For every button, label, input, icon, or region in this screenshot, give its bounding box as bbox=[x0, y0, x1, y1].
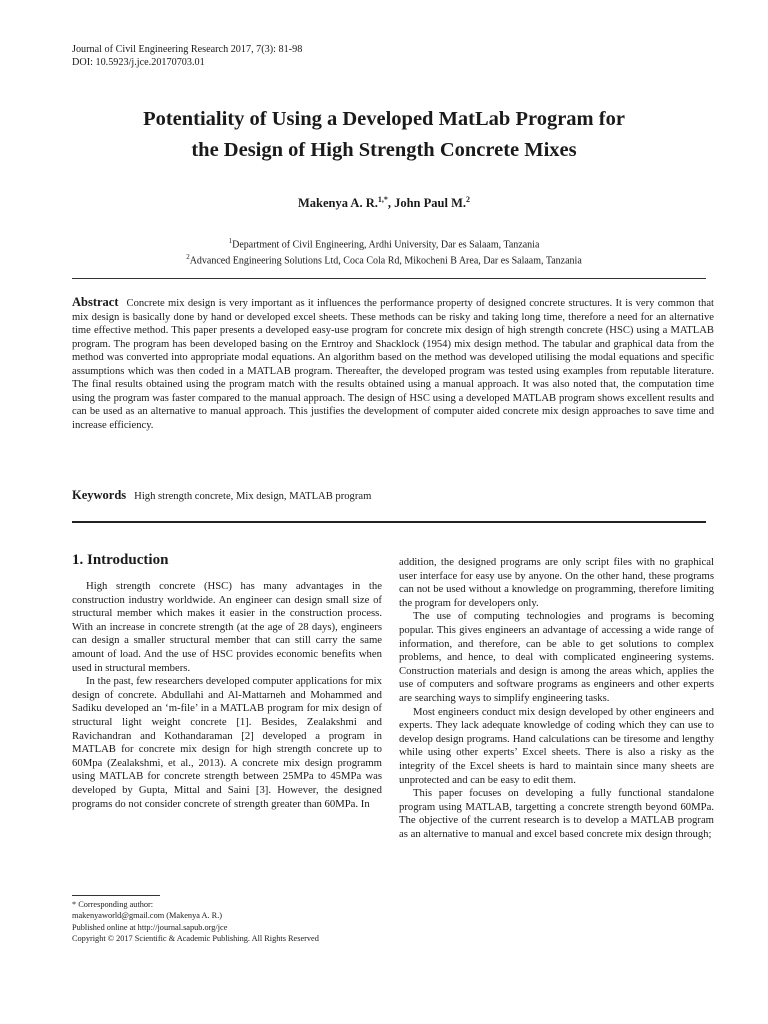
footnote-email[interactable]: makenyaworld@gmail.com (Makenya A. R.) bbox=[72, 911, 223, 921]
journal-citation: Journal of Civil Engineering Research 2017, 7(3): 81-98 bbox=[72, 44, 303, 55]
right-column bbox=[399, 556, 714, 841]
title-line-1: Potentiality of Using a Developed MatLab Program for bbox=[143, 108, 625, 130]
paper-title bbox=[40, 104, 728, 166]
affiliation-2 bbox=[40, 251, 728, 267]
affiliation-1-marker: 1 bbox=[228, 237, 233, 245]
title-line-2: the Design of High Strength Concrete Mixes bbox=[191, 139, 577, 161]
footnote-divider bbox=[72, 895, 160, 896]
paragraph: This paper focuses on developing a fully functional standalone program using MATLAB, targetting a concrete strength beyond 60MPa. The objective of the current research is to develop a MATLAB program as an alternative to manual and excel based concrete mix design through; bbox=[399, 787, 714, 840]
abstract-heading: Abstract bbox=[72, 295, 119, 309]
author-2-affiliation-marker: 2 bbox=[466, 195, 470, 204]
keywords-text: High strength concrete, Mix design, MATLAB program bbox=[134, 491, 372, 502]
paragraph: In the past, few researchers developed computer applications for mix design of concrete. Abdullahi and Al-Mattarneh and Mohammed and Sadiku developed an ‘m-file’ in a MATLAB program for mix design of structural light weight concrete [1]. Besides, Zealakshmi and Ravichandran and Kothandaraman [2] developed a program in MATLAB for concrete mix design for high strength concrete up to 60Mpa (Zealakshmi, et al., 2013). A concrete mix design programm using MATLAB for concrete strength between 25MPa to 45MPa was developed by Gupta, Mittal and Saini [3]. However, the designed programs do not consider concrete of strength greater than 60MPa. In bbox=[72, 675, 382, 810]
author-1-affiliation-marker: 1,* bbox=[377, 195, 388, 204]
abstract bbox=[72, 296, 714, 432]
footnote-corresponding: * Corresponding author: bbox=[72, 900, 154, 909]
author-1: Makenya A. R. bbox=[297, 196, 378, 211]
affiliation-2-text: Advanced Engineering Solutions Ltd, Coca Cola Rd, Mikocheni B Area, Dar es Salaam, Tanzania bbox=[189, 255, 582, 267]
left-column bbox=[72, 580, 382, 811]
author-list bbox=[40, 195, 728, 211]
journal-header bbox=[72, 43, 302, 69]
section-heading-introduction: 1. Introduction bbox=[72, 552, 169, 568]
affiliation-1-text: Department of Civil Engineering, Ardhi University, Dar es Salaam, Tanzania bbox=[232, 239, 540, 251]
abstract-divider bbox=[72, 521, 706, 523]
journal-doi[interactable]: DOI: 10.5923/j.jce.20170703.01 bbox=[72, 57, 205, 68]
footnotes bbox=[72, 899, 392, 944]
author-2: John Paul M. bbox=[394, 196, 466, 211]
footnote-copyright: Copyright © 2017 Scientific & Academic Publishing. All Rights Reserved bbox=[72, 933, 319, 943]
affiliation-2-marker: 2 bbox=[186, 253, 190, 262]
header-divider bbox=[72, 278, 706, 279]
paragraph: High strength concrete (HSC) has many advantages in the construction industry worldwide. An engineer can design small size of structural member which makes it easier in the construction process. With an increase in concrete strength (at the age of 28 days), engineers can design a smaller structural member that can still carry the same amount of load. And the use of HSC provides economic benefits when used in structural members. bbox=[72, 580, 382, 674]
paragraph: The use of computing technologies and programs is becoming popular. This gives engineers an advantage of accessing a wide range of information, and therefore, can be able to get solutions to complex problems, and hence, to deal with complicated engineering systems. Construction materials and design is among the areas which, applies the use of computers and software programs as engineers and other experts are searching ways to simplify engineering tasks. bbox=[399, 610, 714, 704]
paragraph: addition, the designed programs are only script files with no graphical user interface for easy use by anyone. On the other hand, these programs can not be used without a knowledge on programming, therefore limiting the program for developers only. bbox=[399, 556, 714, 609]
keywords bbox=[72, 488, 706, 503]
abstract-text: Concrete mix design is very important as it influences the performance property of designed concrete structures. It is very common that mix design is basically done by hand or developed excel sheets. These methods can be risky and taking long time, therefore a need for an alternative time effective method. This paper presents a developed easy-use program for concrete mix design of high strength concrete (HSC) using a MATLAB program. The program has been developed basing on the Erntroy and Shacklock (1954) mix design method. The tabular and graphical data from the method was converted into appropriate modal equations. An algorithm based on the method was developed utilising the modal equations and specific assumptions which was then coded in a MATLAB program. Thereafter, the developed program was tested using examples from reputable literature. The final results obtained using the program match with the results obtained using a manual approach. It was also noted that, the computation time using the program was faster compared to the manual approach. The design of HSC using a developed MATLAB program shows excellent results and can be used as an alternative to manual approach. This justifies the development of computer aided concrete mix design approaches to save time and increase efficiency. bbox=[72, 298, 714, 431]
keywords-heading: Keywords bbox=[72, 488, 127, 502]
affiliations bbox=[40, 235, 728, 268]
paragraph: Most engineers conduct mix design developed by other engineers and experts. They lack adequate knowledge of coding which they can use to develop design programs. Hand calculations can be tiresome and lengthy while using other experts’ Excel sheets. There is also a risky as the integrity of the Excel sheets is hard to maintain since many sheets are unprotected and can be easy to edit them. bbox=[399, 705, 714, 786]
footnote-published[interactable]: Published online at http://journal.sapub.org/jce bbox=[72, 922, 228, 932]
author-separator: , bbox=[387, 196, 395, 211]
affiliation-1 bbox=[40, 235, 728, 251]
